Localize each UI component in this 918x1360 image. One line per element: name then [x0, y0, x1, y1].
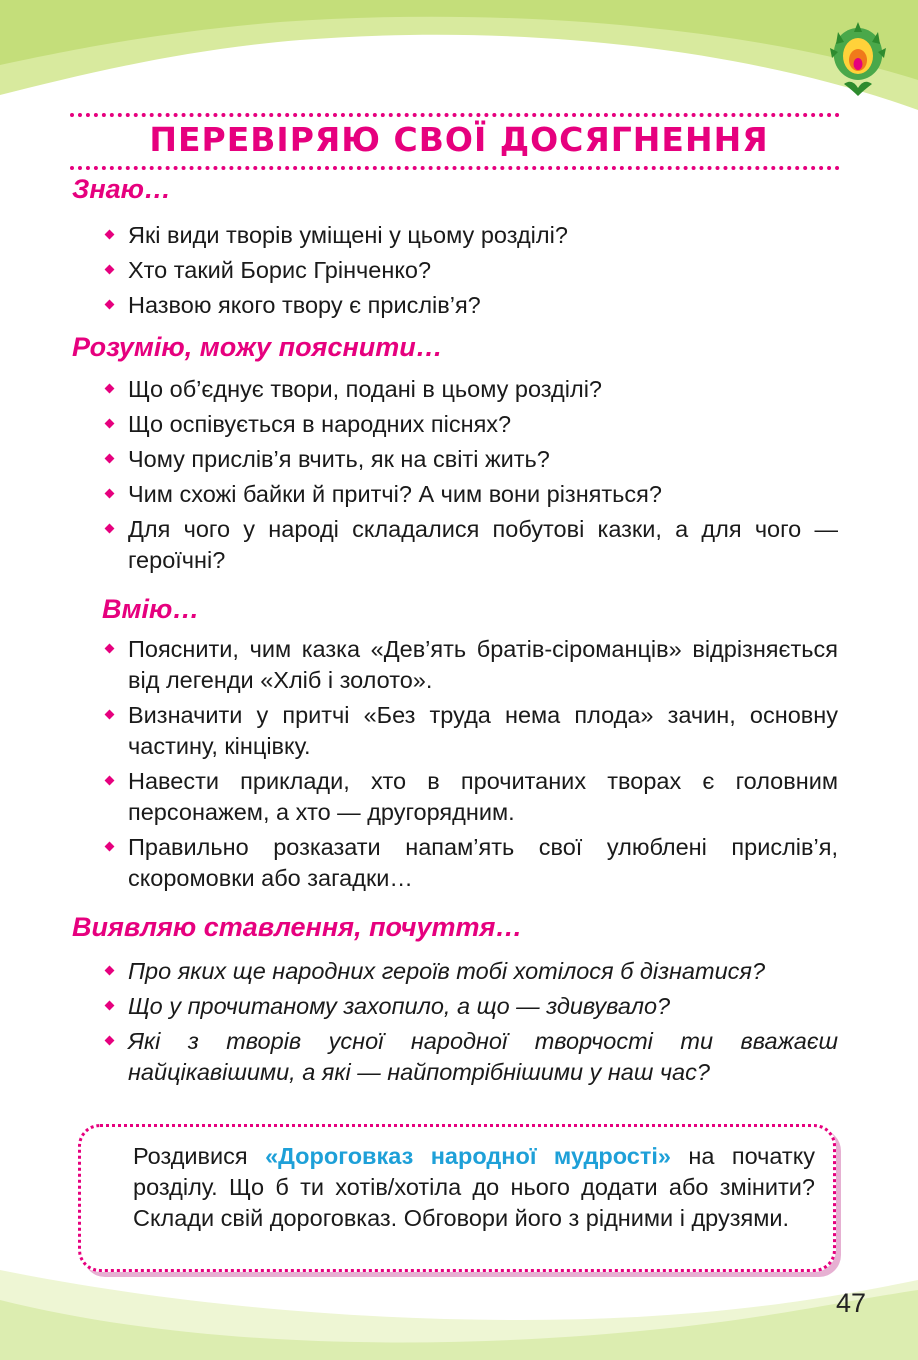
list-item: Навести приклади, хто в прочитаних творах є головним персонажем, а хто — другорядним.: [104, 766, 838, 828]
list-item: Які види творів уміщені у цьому розділі?: [104, 220, 838, 251]
task-note-box: [78, 1124, 836, 1272]
list-know: [104, 220, 838, 325]
list-item: Для чого у народі складалися побутові казки, а для чого — героїчні?: [104, 514, 838, 576]
list-item: Які з творів усної народної творчості ти вважаєш найцікавішими, а які — найпотрібнішими у наш час?: [104, 1026, 838, 1088]
section-heading-attitude: Виявляю ставлення, почуття…: [72, 912, 523, 942]
page-number: 47: [836, 1288, 867, 1318]
list-attitude: [104, 956, 838, 1092]
list-item: Про яких ще народних героїв тобі хотілося б дізнатися?: [104, 956, 838, 987]
task-note-text: [105, 1141, 815, 1234]
note-text-end: на початку розділу. Що б ти хотів/хотіла до нього додати або змінити? Склади свій дороговказ. Обговори його з рідними і друзями.: [133, 1143, 815, 1231]
list-item: Назвою якого твору є прислів’я?: [104, 290, 838, 321]
list-item: Хто такий Борис Грінченко?: [104, 255, 838, 286]
note-highlight: «Дороговказ народної мудрості»: [265, 1143, 671, 1169]
page-title: ПЕРЕВІРЯЮ СВОЇ ДОСЯГНЕННЯ: [149, 120, 769, 159]
section-heading-know: Знаю…: [72, 174, 172, 204]
list-item: Визначити у притчі «Без труда нема плода» зачин, основну частину, кінцівку.: [104, 700, 838, 762]
flower-ornament-icon: [824, 18, 892, 100]
section-heading-can-do: Вмію…: [102, 594, 200, 624]
list-can-do: [104, 634, 838, 898]
list-item: Що у прочитаному захопило, а що — здивувало?: [104, 991, 838, 1022]
title-dotted-rule-top: [70, 113, 840, 117]
list-understand: [104, 374, 838, 580]
list-item: Що оспівується в народних піснях?: [104, 409, 838, 440]
list-item: Пояснити, чим казка «Дев’ять братів-сіроманців» відрізняється від легенди «Хліб і золото».: [104, 634, 838, 696]
list-item: Чому прислів’я вчить, як на світі жить?: [104, 444, 838, 475]
title-dotted-rule-bottom: [70, 166, 840, 170]
list-item: Чим схожі байки й притчі? А чим вони різняться?: [104, 479, 838, 510]
list-item: Що об’єднує твори, подані в цьому розділі?: [104, 374, 838, 405]
list-item: Правильно розказати напам’ять свої улюблені прислів’я, скоромовки або загадки…: [104, 832, 838, 894]
note-text-start: Роздивися: [133, 1143, 266, 1169]
section-heading-understand: Розумію, можу пояснити…: [72, 332, 443, 362]
